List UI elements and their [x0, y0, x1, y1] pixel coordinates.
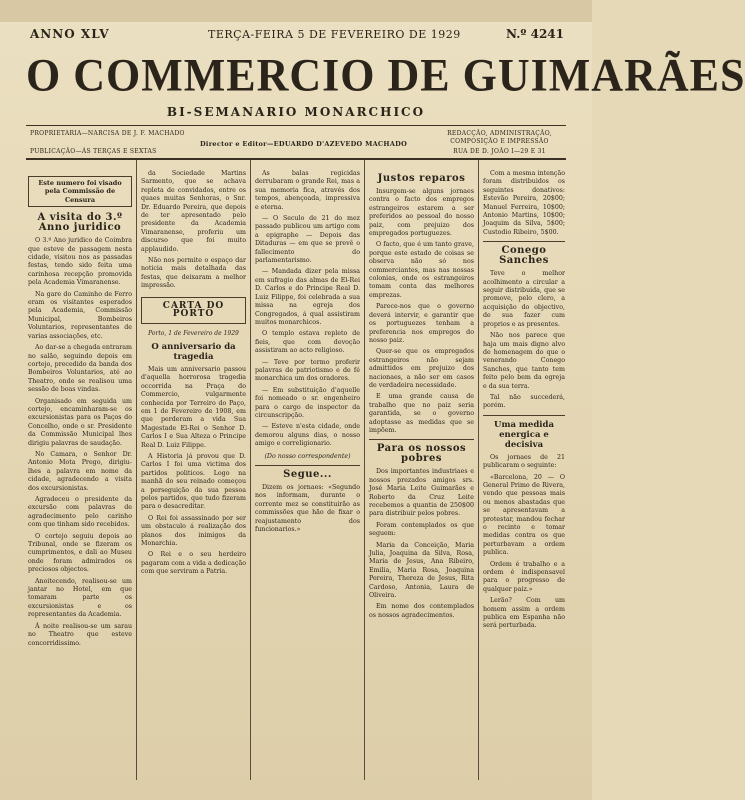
paragraph: O 3.º Ano juridico de Coimbra que esteve de passagem nesta cidade, visitou nos as passadas festas, tendo sido feita uma carinhosa recepção promovida pela Academia Vimaranense. — [28, 237, 132, 287]
director-line: Director e Editor—EDUARDO D'AZEVEDO MACHADO — [200, 140, 408, 148]
paragraph: O Rei foi assassinado por ser um obstaculo á realização dos planos dos inimigos da Monarchia. — [141, 514, 246, 548]
paragraph: Dos importantes industriaes e nossos prezados amigos srs. José Maria Leite Guimarães e Roberto da Cruz Leite recebemos a quantia de 250$00 para distribuir pelos pobres. — [369, 468, 474, 518]
column-1 — [28, 170, 132, 790]
column-divider — [478, 160, 479, 780]
paragraph: Não nos permite o espaço dar noticia mais detalhada das festas, que deixaram a melhor impressão. — [141, 257, 246, 290]
article-heading: Justos reparos — [377, 173, 466, 184]
paragraph: — Mandada dizer pela missa em sufragio das almas de El-Rei D. Carlos e do Principe Real D. Luiz Filippe, foi celebrada a sua missa na egreja dos Congregados, á qual assistiram muitos monarchicos. — [255, 268, 360, 326]
office-line: REDACÇÃO, ADMINISTRAÇÃO, COMPOSIÇÃO E IMPRESSÃO — [447, 130, 552, 145]
publication-line: PUBLICAÇÃO—ÁS TERÇAS E SEXTAS — [30, 148, 157, 155]
paragraph: As balas regicidas derrubaram o grande Rei, mas a sua memoria fica, através dos tempos, abençoada, impressiva e eterna. — [255, 170, 360, 211]
masthead-subtitle: BI-SEMANARIO MONARCHICO — [166, 105, 426, 119]
paragraph: No Camara, o Senhor Dr. Antonio Mota Prego, dirigiu-lhes a palavra em nome da cidade, agradecendo a visita dos excursionistas. — [28, 450, 132, 492]
article-heading: Segue... — [255, 465, 360, 480]
masthead-title: O COMMERCIO DE GUIMARÃES — [26, 49, 745, 102]
dateline: Porto, 1 de Fevereiro de 1929 — [148, 329, 239, 337]
signature: (Do nosso correspondente) — [264, 452, 351, 460]
paragraph: Ao dar-se a chegada entraram no salão, seguindo depois em cortejo, precedido da banda dos Bombeiros Voluntarios, até ao Theatro, onde se realisou uma sessão de boas vindas. — [28, 344, 132, 394]
paragraph: A Historia já provou que D. Carlos I foi uma victima dos partidos politicos. Logo na manhã do seu reinado começou a perseguição da sua pessoa pelos partidos, que tudo fizeram para o desacreditar. — [141, 452, 246, 511]
paragraph: Com a mesma intenção foram distribuidos os seguintes donativos: Estevão Pereira, 20$00; Manuel Ferreira, 10$00; Antonio Martins, 10$00; Joaquim da Silva, 5$00; Custodio Ribeiro, 5$00. — [483, 170, 565, 236]
paragraph: Em nome dos contemplados os nossos agradecimentos. — [369, 603, 474, 619]
page-edge — [0, 0, 592, 22]
paragraph: — O Seculo de 21 do mez passado publicou um artigo com a epigraphe — Depois das Ditaduras — em que se prevê o fallecimento do parlamentarismo. — [255, 215, 360, 265]
column-divider — [250, 160, 251, 780]
issue-line — [30, 27, 564, 47]
article-heading: Para os nossos pobres — [369, 439, 474, 464]
section-box-carta-do-porto: CARTA DO PORTO — [141, 297, 246, 324]
paragraph: Na gare do Caminho de Ferro eram os visitantes esperados pela Academia, Commissão Municipal, Bombeiros Voluntarios, representantes de varias associações, etc. — [28, 290, 132, 340]
paragraph: Tal não succederá, porém. — [483, 393, 565, 410]
paragraph: Anoitecendo, realisou-se um jantar no Hotel, em que tomaram parte os excursionistas e os representantes da Academia. — [28, 577, 132, 619]
paragraph: Mais um anniversario passou d'aquella horrorosa tragedia occorrida na Praça do Commercio, vulgarmente conhecida por Terreiro do Paço, em 1 de Fevereiro de 1908, em que perderam a vida Sua Magestade El-Rei o Senhor D. Carlos I e Sua Alteza o Principe Real D. Luiz Filippe. — [141, 365, 246, 449]
paragraph: Os jornaes de 21 publicaram o seguinte: — [483, 453, 565, 470]
article-heading: A visita do 3.º Anno juridico — [37, 212, 123, 234]
column-4 — [369, 170, 474, 790]
rule-top — [26, 125, 566, 126]
column-divider — [364, 160, 365, 780]
paragraph: «Barcelona, 20 — O General Primo de Rivera, vendo que pessoas mais ou menos abastadas que se apresentavam a protestar, mandou fechar o recinto e tomar medidas contra os que perturbavam a ordem publica. — [483, 473, 565, 557]
paragraph: O facto, que é um tanto grave, porque este estado de coisas se observa não só nos commerciantes, mas nas nossas colonias, onde os estrangeiros tomam conta das melhores emprezas. — [369, 241, 474, 299]
paragraph: — Esteve n'esta cidade, onde demorou alguns dias, o nosso amigo e correligionario. — [255, 423, 360, 448]
paragraph: — Em substituição d'aquelle foi nomeado o sr. engenheiro para o cargo de inspector da circunscripção. — [255, 386, 360, 419]
paragraph: O Rei e o seu herdeiro pagaram com a vida a dedicação com que serviram a Patria. — [141, 551, 246, 576]
issue-date: TERÇA-FEIRA 5 DE FEVEREIRO DE 1929 — [208, 28, 461, 41]
censorship-banner: Este numero foi visado pela Commissão de Censura — [28, 176, 132, 207]
paragraph: Não nos parece que haja um mais digno alvo de homenagem do que o venerando Conego Sanches, que tanto tem feito pelo bem da egreja e da sua terra. — [483, 332, 565, 390]
paragraph: Maria da Conceição, Maria Julia, Joaquina da Silva, Rosa, Maria de Jesus, Ana Ribeiro, Emilia, Maria Rosa, Joaquina Pereira, Thereza de Jesus, Rita Cardoso, Antonia, Laura de Oliveira. — [369, 541, 474, 600]
article-heading: O anniversario da tragedia — [151, 341, 236, 362]
issue-year: ANNO XLV — [30, 27, 110, 41]
article-heading: Uma medida energica e decisiva — [483, 415, 565, 450]
paragraph: Á noite realisou-se um sarau no Theatro que esteve concorridissimo. — [28, 622, 132, 647]
paragraph: Lerão? Com um homem assim a ordem publica em Espanha não será perturbada. — [483, 597, 565, 630]
paragraph: Foram contemplados os que seguem: — [369, 521, 474, 538]
paragraph: — Teve por termo proferir palavras de patriotismo e de fé monarchica um dos oradores. — [255, 358, 360, 383]
address-line: RUA DE D. JOÃO I—29 E 31 — [453, 148, 546, 155]
paragraph: Organisado em seguida um cortejo, encaminharam-se os excursionistas para os Paços do Concelho, onde o sr. Presidente da Commissão Municipal lhes dirigiu palavras de saudação. — [28, 397, 132, 447]
paragraph: Quer-se que os empregados estrangeiros não sejam admittidos em prejuizo dos nacionaes, a não ser em casos de verdadeira necessidade. — [369, 348, 474, 389]
paragraph: Insurgem-se alguns jornaes contra o facto dos empregos estrangeiros estarem a ser preferidos ao pessoal do nosso paiz, com prejuizo dos empregados portuguezes. — [369, 188, 474, 238]
paragraph: O templo estava repleto de fieis, que com devoção assistiram ao acto religioso. — [255, 330, 360, 355]
paragraph: Teve o melhor acolhimento a circular a seguir distribuida, que se promove, pelo clero, a acquisição do objectivo, de sua fazer cum proprios e as presentes. — [483, 270, 565, 328]
issue-number: N.º 4241 — [506, 27, 564, 41]
paragraph: Dizem os jornaes: «Segundo nos informam, durante o corrente mez se constituirão as commissões que hão de fixar o reajustamento dos funcionarios.» — [255, 484, 360, 534]
column-2 — [141, 170, 246, 790]
article-heading: Conego Sanches — [483, 241, 565, 266]
paragraph: Ordem é trabalho e a ordem é indispensavel para o progresso de qualquer paiz.» — [483, 560, 565, 593]
owner-line: PROPRIETARIA—NARCISA DE J. F. MACHADO — [30, 130, 185, 137]
column-3 — [255, 170, 360, 790]
column-divider — [136, 160, 137, 780]
paragraph: Parece-nos que o governo deverá intervir, e garantir que os portuguezes tenham a preferencia nos empregos do nosso paiz. — [369, 303, 474, 344]
rule-bottom — [26, 158, 566, 160]
paragraph: O cortejo seguiu depois ao Tribunal, onde se fizeram os cumprimentos, e dali ao Museu onde foram admirados os preciosos objectos. — [28, 532, 132, 574]
paragraph: da Sociedade Martins Sarmento, que se achava repleta de convidados, entre os quaes muitas Senhoras, o Snr. Dr. Eduardo Pereira, que depois de ter apresentado pelo presidente da Academia Vimaranense, proferiu um discurso que foi muito applaudido. — [141, 170, 246, 253]
paragraph: Agradeceu o presidente da excursão com palavras de agradecimento pelo carinho com que tinham sido recebidos. — [28, 496, 132, 529]
paragraph: E uma grande causa de trabalho que no paiz seria garantida, se o governo adoptasse as medidas que se impõem. — [369, 393, 474, 434]
column-5 — [483, 170, 565, 790]
